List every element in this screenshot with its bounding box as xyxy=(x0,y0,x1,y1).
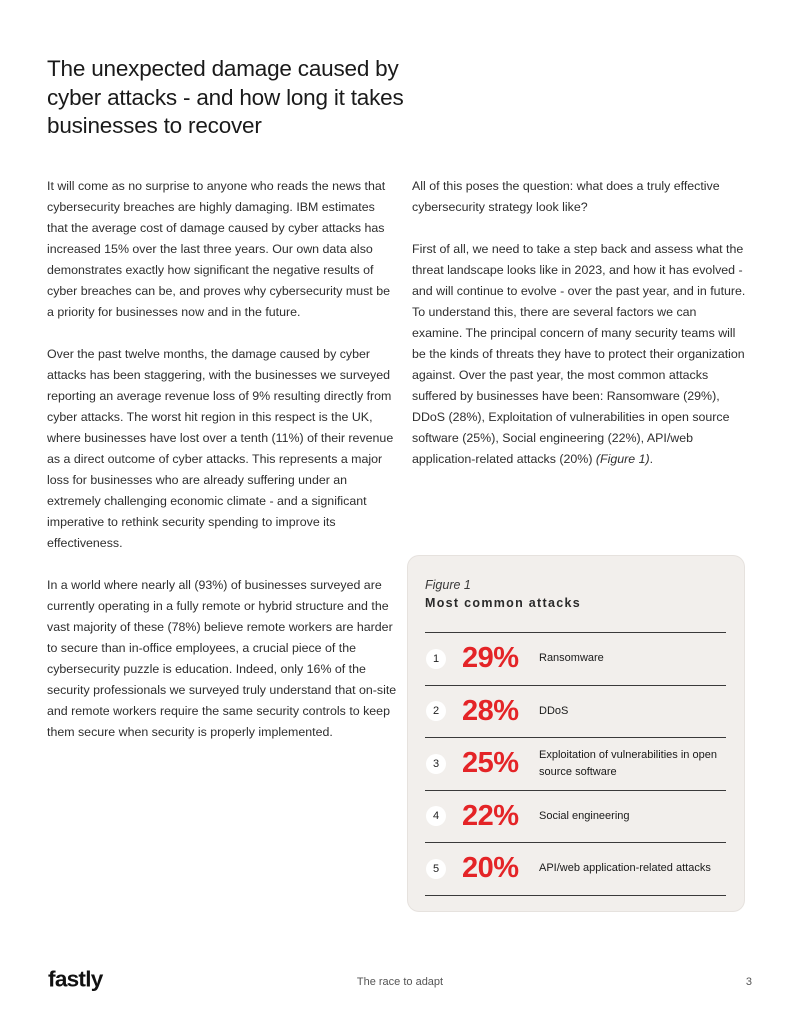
percentage: 22% xyxy=(462,799,519,832)
rank-badge: 4 xyxy=(426,806,446,826)
percentage: 28% xyxy=(462,694,519,727)
list-item xyxy=(425,791,726,844)
figure-caption: Figure 1 xyxy=(425,578,471,592)
attack-label: DDoS xyxy=(539,704,569,717)
page-title: The unexpected damage caused by cyber attacks - and how long it takes businesses to recover xyxy=(47,56,404,138)
attack-label: Ransomware xyxy=(539,652,604,665)
list-item xyxy=(425,633,726,686)
percentage: 20% xyxy=(462,852,519,885)
list-item xyxy=(425,686,726,739)
paragraph: Over the past twelve months, the damage caused by cyber attacks has been staggering, with the businesses we surveyed reporting an average revenue loss of 9% resulting directly from cyber attacks. The worst hit region in this respect is the UK, where businesses have lost over a tenth (11%) of their revenue as a direct outcome of cyber attacks. This represents a major loss for businesses who are already suffering under an extremely challenging economic climate - and a significant imperative to rethink security spending to improve its effectiveness. xyxy=(47,347,394,550)
percentage: 25% xyxy=(462,747,519,780)
attack-label: Exploitation of vulnerabilities in open source software xyxy=(539,748,717,778)
figure-reference: (Figure 1) xyxy=(595,452,650,466)
right-column xyxy=(412,176,747,491)
paragraph xyxy=(412,239,747,470)
rank-badge: 2 xyxy=(426,701,446,721)
list-item xyxy=(425,738,726,791)
attack-label: API/web application-related attacks xyxy=(539,862,711,875)
rank-badge: 1 xyxy=(426,649,446,669)
paragraph: In a world where nearly all (93%) of businesses surveyed are currently operating in a fully remote or hybrid structure and the vast majority of these (78%) believe remote workers are harder to secure than in-office employees, a crucial piece of the cybersecurity puzzle is education. Indeed, only 16% of the security professionals we surveyed truly understand that on-site and remote workers require the same security controls to keep them secure when security is properly implemented. xyxy=(47,578,397,739)
attack-list xyxy=(425,632,726,896)
paragraph: All of this poses the question: what does a truly effective cybersecurity strategy look like? xyxy=(412,179,720,214)
list-item xyxy=(425,843,726,896)
figure-title: Most common attacks xyxy=(425,596,581,610)
rank-badge: 3 xyxy=(426,754,446,774)
logo-text: fastly xyxy=(48,966,103,992)
paragraph: It will come as no surprise to anyone who reads the news that cybersecurity breaches are highly damaging. IBM estimates that the average cost of damage caused by cyber attacks has increased 15% over the last three years. Our own data also demonstrates exactly how significant the negative results of cyber breaches can be, and proves why cybersecurity must be a priority for businesses now and in the future. xyxy=(47,179,390,319)
paragraph-end: . xyxy=(649,452,654,466)
page-number: 3 xyxy=(745,976,752,988)
percentage: 29% xyxy=(462,642,519,675)
attack-label: Social engineering xyxy=(539,809,630,822)
rank-badge: 5 xyxy=(426,859,446,879)
footer-title: The race to adapt xyxy=(356,976,444,988)
left-column xyxy=(47,176,397,764)
paragraph-text: First of all, we need to take a step back and assess what the threat landscape looks like in 2023, and how it has evolved - and will continue to evolve - over the past year, and in future. To understand this, there are several factors we can examine. The principal concern of many security teams will be the kinds of threats they have to protect their organization against. Over the past year, the most common attacks suffered by businesses have been: Ransomware (29%), DDoS (28%), Exploitation of vulnerabilities in open source software (25%), Social engineering (22%), API/web application-related attacks (20%) xyxy=(412,242,746,466)
figure-card xyxy=(408,556,744,911)
